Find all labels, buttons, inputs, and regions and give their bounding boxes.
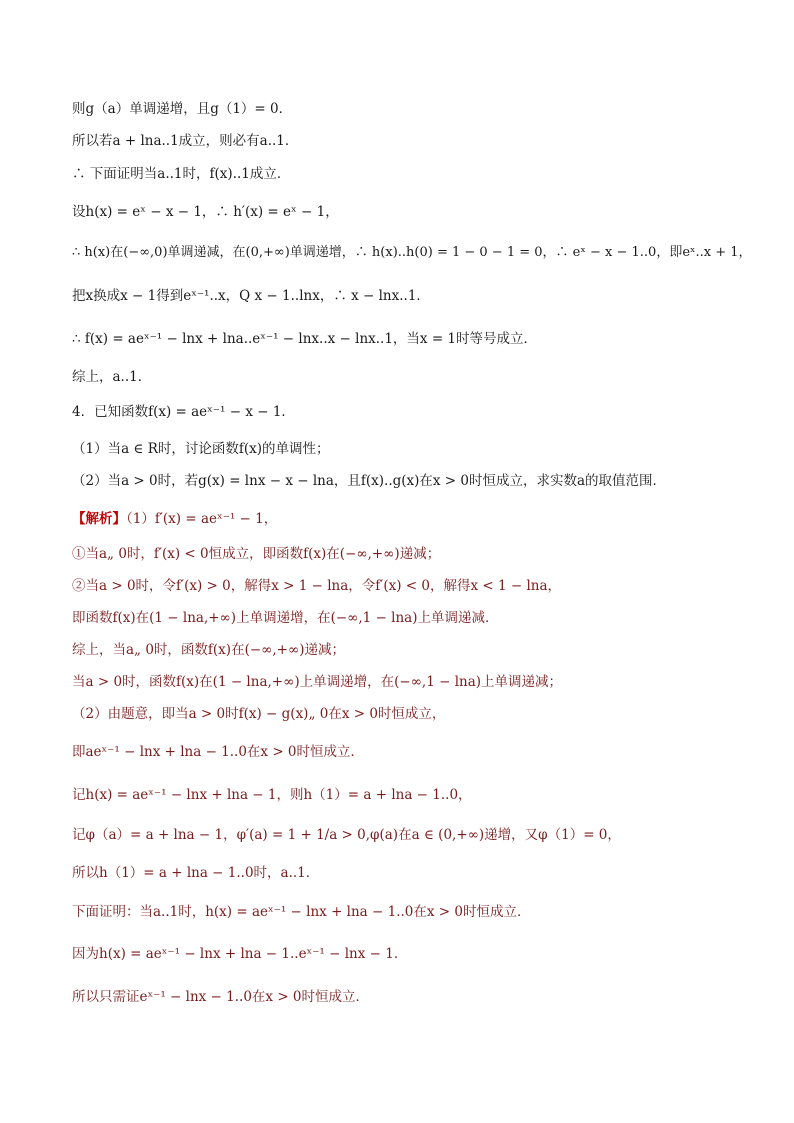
text-line: 综上，a..1． <box>72 369 152 385</box>
solution-line: ①当a„ 0时，f′(x) < 0恒成立，即函数f(x)在(−∞,+∞)递减； <box>72 546 441 562</box>
text-line: 所以若a + lna..1成立，则必有a..1． <box>72 133 299 149</box>
solution-line: 下面证明：当a..1时，h(x) = aeˣ⁻¹ − lnx + lna − 1..0在x > 0时恒成立． <box>72 904 531 920</box>
question-part-1: （1）当a ∈ R时，讨论函数f(x)的单调性； <box>72 441 330 457</box>
text-line: 则g（a）单调递增，且g（1）= 0． <box>72 101 293 117</box>
solution-line: （2）由题意，即当a > 0时f(x) − g(x)„ 0在x > 0时恒成立， <box>72 706 446 722</box>
solution-line: 即aeˣ⁻¹ − lnx + lna − 1..0在x > 0时恒成立． <box>72 744 365 760</box>
text-line: ∴ h(x)在(−∞,0)单调递减，在(0,+∞)单调递增，∴ h(x)..h(0) = 1 − 0 − 1 = 0，∴ eˣ − x − 1..0，即eˣ..x + 1， <box>72 245 752 260</box>
question-title: 4．已知函数f(x) = aeˣ⁻¹ − x − 1． <box>72 404 295 420</box>
text-line: ∴ 下面证明当a..1时，f(x)..1成立． <box>72 166 291 182</box>
solution-line: 即函数f(x)在(1 − lna,+∞)上单调递增，在(−∞,1 − lna)上单调递减． <box>72 610 499 626</box>
solution-line: 综上，当a„ 0时，函数f(x)在(−∞,+∞)递减； <box>72 642 346 658</box>
solution-line <box>72 510 277 528</box>
text-line: 把x换成x − 1得到eˣ⁻¹..x，Q x − 1..lnx，∴ x − lnx..1． <box>72 288 430 304</box>
solution-line: ②当a > 0时，令f′(x) > 0，解得x > 1 − lna，令f′(x) < 0，解得x < 1 − lna， <box>72 578 562 594</box>
text-line: 设h(x) = eˣ − x − 1，∴ h′(x) = eˣ − 1， <box>72 204 339 220</box>
solution-text: （1）f′(x) = aeˣ⁻¹ − 1， <box>126 511 278 527</box>
question-part-2: （2）当a > 0时，若g(x) = lnx − x − lna，且f(x)..g(x)在x > 0时恒成立，求实数a的取值范围． <box>72 473 667 489</box>
solution-tag: 【解析】 <box>72 511 126 527</box>
solution-line: 记φ（a）= a + lna − 1，φ′(a) = 1 + 1/a > 0,φ(a)在a ∈ (0,+∞)递增，又φ（1）= 0， <box>72 827 621 843</box>
solution-line: 所以只需证eˣ⁻¹ − lnx − 1..0在x > 0时恒成立． <box>72 989 370 1005</box>
solution-line: 因为h(x) = aeˣ⁻¹ − lnx + lna − 1..eˣ⁻¹ − lnx − 1． <box>72 946 408 962</box>
text-line: ∴ f(x) = aeˣ⁻¹ − lnx + lna..eˣ⁻¹ − lnx..x − lnx..1，当x = 1时等号成立． <box>72 331 538 347</box>
solution-line: 当a > 0时，函数f(x)在(1 − lna,+∞)上单调递增，在(−∞,1 − lna)上单调递减； <box>72 674 563 690</box>
solution-line: 记h(x) = aeˣ⁻¹ − lnx + lna − 1，则h（1）= a + lna − 1..0， <box>72 787 472 803</box>
solution-line: 所以h（1）= a + lna − 1..0时，a..1． <box>72 865 320 881</box>
